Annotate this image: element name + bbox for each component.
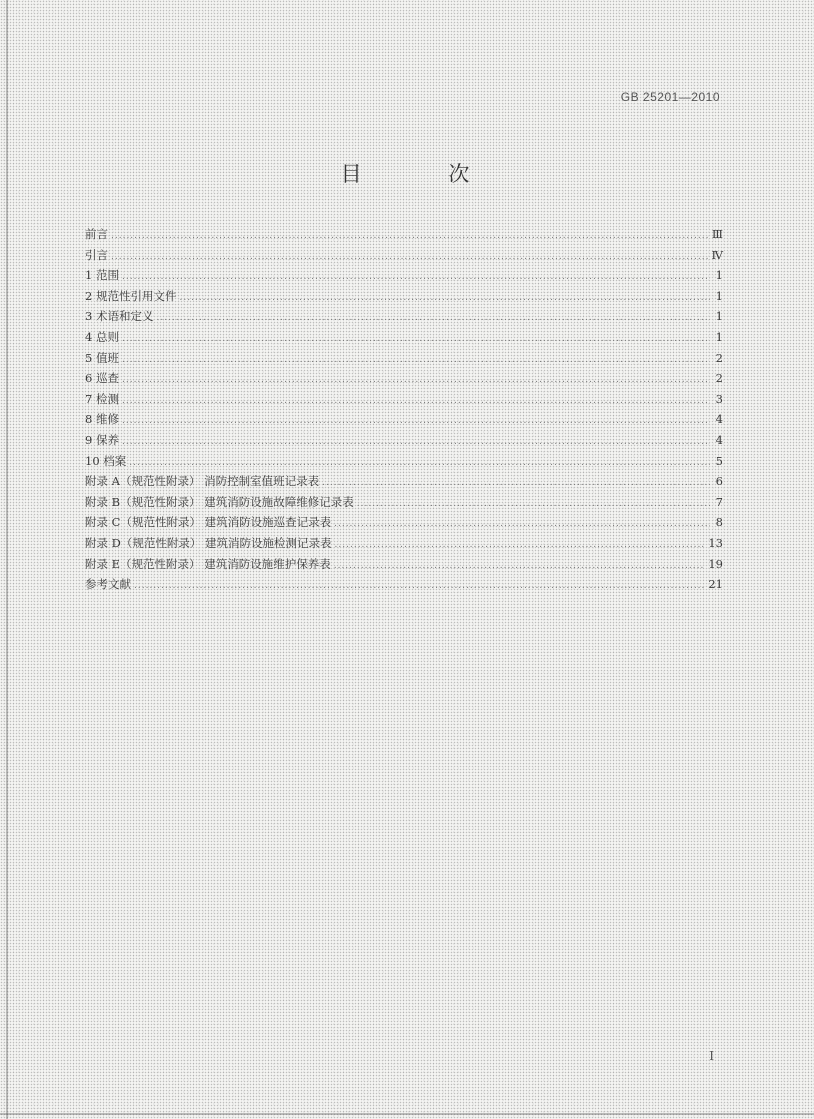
toc-entry-page: 2 xyxy=(715,350,723,365)
toc-entry-appendix-d[interactable] xyxy=(85,533,723,554)
standard-number: GB 25201—2010 xyxy=(620,90,720,104)
toc-leader-dots xyxy=(122,267,710,288)
toc-entry-page: 4 xyxy=(715,432,723,447)
toc-entry-label: 9 保养 xyxy=(85,432,119,447)
toc-entry-label: 3 术语和定义 xyxy=(85,309,154,324)
toc-entry-page: Ⅳ xyxy=(711,247,723,262)
toc-leader-dots xyxy=(134,576,705,597)
toc-leader-dots xyxy=(122,432,710,453)
toc-entry-label: 附录 A（规范性附录） 消防控制室值班记录表 xyxy=(85,474,320,489)
toc-leader-dots xyxy=(357,494,710,515)
toc-entry-section-8[interactable] xyxy=(85,409,723,430)
toc-entry-label: 5 值班 xyxy=(85,350,119,365)
toc-entry-introduction[interactable] xyxy=(85,245,723,266)
toc-leader-dots xyxy=(122,391,710,412)
toc-entry-label: 参考文献 xyxy=(85,577,131,592)
toc-entry-appendix-e[interactable] xyxy=(85,554,723,575)
toc-leader-dots xyxy=(334,556,706,577)
toc-entry-label: 2 规范性引用文件 xyxy=(85,288,177,303)
toc-entry-section-7[interactable] xyxy=(85,389,723,410)
toc-entry-page: 8 xyxy=(715,515,723,530)
toc-entry-appendix-b[interactable] xyxy=(85,492,723,513)
toc-entry-appendix-c[interactable] xyxy=(85,512,723,533)
toc-entry-label: 引言 xyxy=(85,247,108,262)
toc-entry-label: 前言 xyxy=(85,227,108,241)
toc-entry-label: 附录 D（规范性附录） 建筑消防设施检测记录表 xyxy=(85,535,332,550)
toc-entry-page: 7 xyxy=(715,494,723,509)
toc-entry-section-1[interactable] xyxy=(85,265,723,286)
toc-entry-foreword[interactable] xyxy=(85,224,723,245)
toc-leader-dots xyxy=(122,329,710,350)
toc-leader-dots xyxy=(322,473,710,494)
toc-entry-page: 4 xyxy=(715,412,723,427)
toc-entry-page: 13 xyxy=(708,535,723,550)
toc-entry-page: 6 xyxy=(715,474,723,489)
toc-entry-page: 1 xyxy=(715,268,723,283)
page-title: 目 次 xyxy=(340,162,510,186)
toc-leader-dots xyxy=(122,411,710,432)
toc-entry-page: 5 xyxy=(715,453,723,468)
toc-entry-appendix-a[interactable] xyxy=(85,471,723,492)
toc-entry-page: 3 xyxy=(715,391,723,406)
toc-entry-label: 附录 C（规范性附录） 建筑消防设施巡查记录表 xyxy=(85,515,332,530)
toc-entry-label: 10 档案 xyxy=(85,453,127,468)
toc-leader-dots xyxy=(334,514,710,535)
toc-entry-page: 2 xyxy=(715,371,723,386)
toc-entry-page: 1 xyxy=(715,288,723,303)
toc-entry-label: 6 巡查 xyxy=(85,371,119,386)
toc-entry-section-10[interactable] xyxy=(85,451,723,472)
toc-entry-section-2[interactable] xyxy=(85,286,723,307)
toc-entry-page: Ⅲ xyxy=(711,227,723,241)
toc-entry-page: 1 xyxy=(715,309,723,324)
toc-entry-section-5[interactable] xyxy=(85,348,723,369)
toc-entry-label: 1 范围 xyxy=(85,268,119,283)
toc-leader-dots xyxy=(111,226,709,247)
toc-entry-label: 附录 E（规范性附录） 建筑消防设施维护保养表 xyxy=(85,556,331,571)
toc-leader-dots xyxy=(335,535,706,556)
toc-leader-dots xyxy=(122,370,710,391)
page-number: I xyxy=(709,1049,714,1063)
toc-leader-dots xyxy=(122,350,710,371)
table-of-contents xyxy=(85,224,723,595)
toc-entry-label: 4 总则 xyxy=(85,329,119,344)
toc-entry-page: 21 xyxy=(708,577,723,592)
toc-entry-section-3[interactable] xyxy=(85,306,723,327)
toc-leader-dots xyxy=(129,453,710,474)
toc-entry-section-9[interactable] xyxy=(85,430,723,451)
toc-entry-label: 8 维修 xyxy=(85,412,119,427)
toc-entry-section-4[interactable] xyxy=(85,327,723,348)
toc-leader-dots xyxy=(111,247,709,268)
toc-entry-references[interactable] xyxy=(85,574,723,595)
toc-entry-page: 19 xyxy=(708,556,723,571)
scan-bottom-edge xyxy=(0,1113,814,1115)
toc-entry-label: 附录 B（规范性附录） 建筑消防设施故障维修记录表 xyxy=(85,494,354,509)
toc-entry-page: 1 xyxy=(715,329,723,344)
toc-entry-section-6[interactable] xyxy=(85,368,723,389)
toc-entry-label: 7 检测 xyxy=(85,391,119,406)
toc-leader-dots xyxy=(179,288,710,309)
toc-leader-dots xyxy=(156,308,710,329)
